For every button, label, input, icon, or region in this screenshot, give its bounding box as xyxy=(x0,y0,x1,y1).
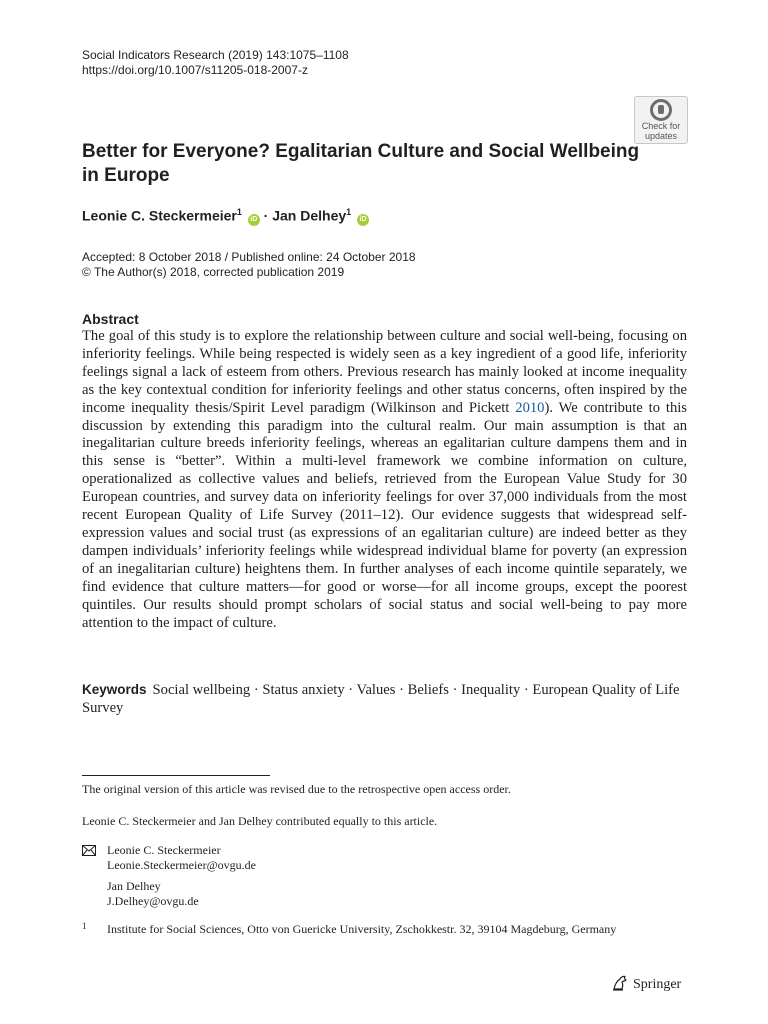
author-list xyxy=(82,207,369,226)
affiliation-text: Institute for Social Sciences, Otto von Guericke University, Zschokkestr. 32, 39104 Magdeburg, Germany xyxy=(107,922,617,936)
title-line-2: in Europe xyxy=(82,165,170,186)
orcid-icon[interactable]: iD xyxy=(248,214,260,226)
equal-contribution-note: Leonie C. Steckermeier and Jan Delhey contributed equally to this article. xyxy=(82,814,438,828)
affiliation-marker: 1 xyxy=(82,921,87,931)
keywords xyxy=(82,681,687,717)
check-for-updates-badge[interactable] xyxy=(634,96,688,144)
contact-block xyxy=(107,879,199,909)
abstract-heading: Abstract xyxy=(82,311,139,327)
orcid-icon[interactable]: iD xyxy=(357,214,369,226)
contact-email[interactable]: J.Delhey@ovgu.de xyxy=(107,894,199,908)
citation-link[interactable]: 2010 xyxy=(515,399,545,416)
author-name[interactable]: Jan Delhey xyxy=(272,207,347,224)
springer-horse-icon xyxy=(611,975,629,991)
contact-name: Jan Delhey xyxy=(107,879,161,893)
doi-link[interactable]: https://doi.org/10.1007/s11205-018-2007-z xyxy=(82,63,308,77)
contact-name: Leonie C. Steckermeier xyxy=(107,843,221,857)
badge-line-1: Check for xyxy=(641,121,681,131)
journal-header xyxy=(82,48,349,78)
footnote-divider xyxy=(82,775,270,776)
journal-citation: Social Indicators Research (2019) 143:1075–1108 xyxy=(82,48,349,62)
author-name[interactable]: Leonie C. Steckermeier xyxy=(82,207,237,224)
badge-line-2: updates xyxy=(644,131,678,141)
publisher-name: Springer xyxy=(633,977,682,992)
contact-email[interactable]: Leonie.Steckermeier@ovgu.de xyxy=(107,858,256,872)
author-affiliation-mark: 1 xyxy=(236,207,242,217)
envelope-icon xyxy=(82,845,96,856)
publisher-logo xyxy=(611,975,681,993)
author-separator: · xyxy=(263,207,269,224)
check-for-updates-icon xyxy=(650,99,672,121)
abstract-text xyxy=(82,328,687,632)
abstract-part-1: The goal of this study is to explore the relationship between culture and social well-being, focusing on inferiority feelings. While being respected is widely seen as a key ingredient of a good life, inferiority feelings signal a lack of esteem from others. Previous research has mainly looked at income inequality as the key contextual condition for inferiority feelings and other status concerns, often inspired by the income inequality thesis/Spirit Level paradigm (Wilkinson and Pickett xyxy=(82,328,687,416)
accepted-published-line: Accepted: 8 October 2018 / Published online: 24 October 2018 xyxy=(82,250,416,264)
keywords-label: Keywords xyxy=(82,682,147,697)
publication-dates xyxy=(82,250,416,280)
keywords-text: Social wellbeing · Status anxiety · Values · Beliefs · Inequality · European Quality of Life Survey xyxy=(82,682,680,716)
contact-block xyxy=(107,843,256,873)
article-title xyxy=(82,140,642,188)
author-affiliation-mark: 1 xyxy=(346,207,352,217)
revision-note: The original version of this article was revised due to the retrospective open access order. xyxy=(82,782,511,796)
copyright-line: © The Author(s) 2018, corrected publication 2019 xyxy=(82,265,345,279)
abstract-part-2: ). We contribute to this discussion by extending this paradigm into the cultural realm. Our main assumption is that an inegalitarian culture breeds inferiority feelings, whereas an egalitarian culture dampens them and in this sense is “better”. Within a multi-level framework we combine information on culture, operationalized as collective values and beliefs, retrieved from the European Value Study for 30 European countries, and survey data on inferiority feelings for over 37,000 individuals from the most recent European Quality of Life Survey (2011–12). Our evidence suggests that widespread self-expression values and social trust (as expressions of an egalitarian culture) are indeed better as they dampen individuals’ inferiority feelings while widespread individual blame for poverty (an expression of an inegalitarian culture) heightens them. In further analyses of each income quintile separately, we find evidence that culture matters—for good or worse—for all income groups, except the poorest quintiles. Our results should prompt scholars of social status and social well-being to pay more attention to the impact of culture. xyxy=(82,399,687,631)
title-line-1: Better for Everyone? Egalitarian Culture and Social Wellbeing xyxy=(82,141,640,162)
